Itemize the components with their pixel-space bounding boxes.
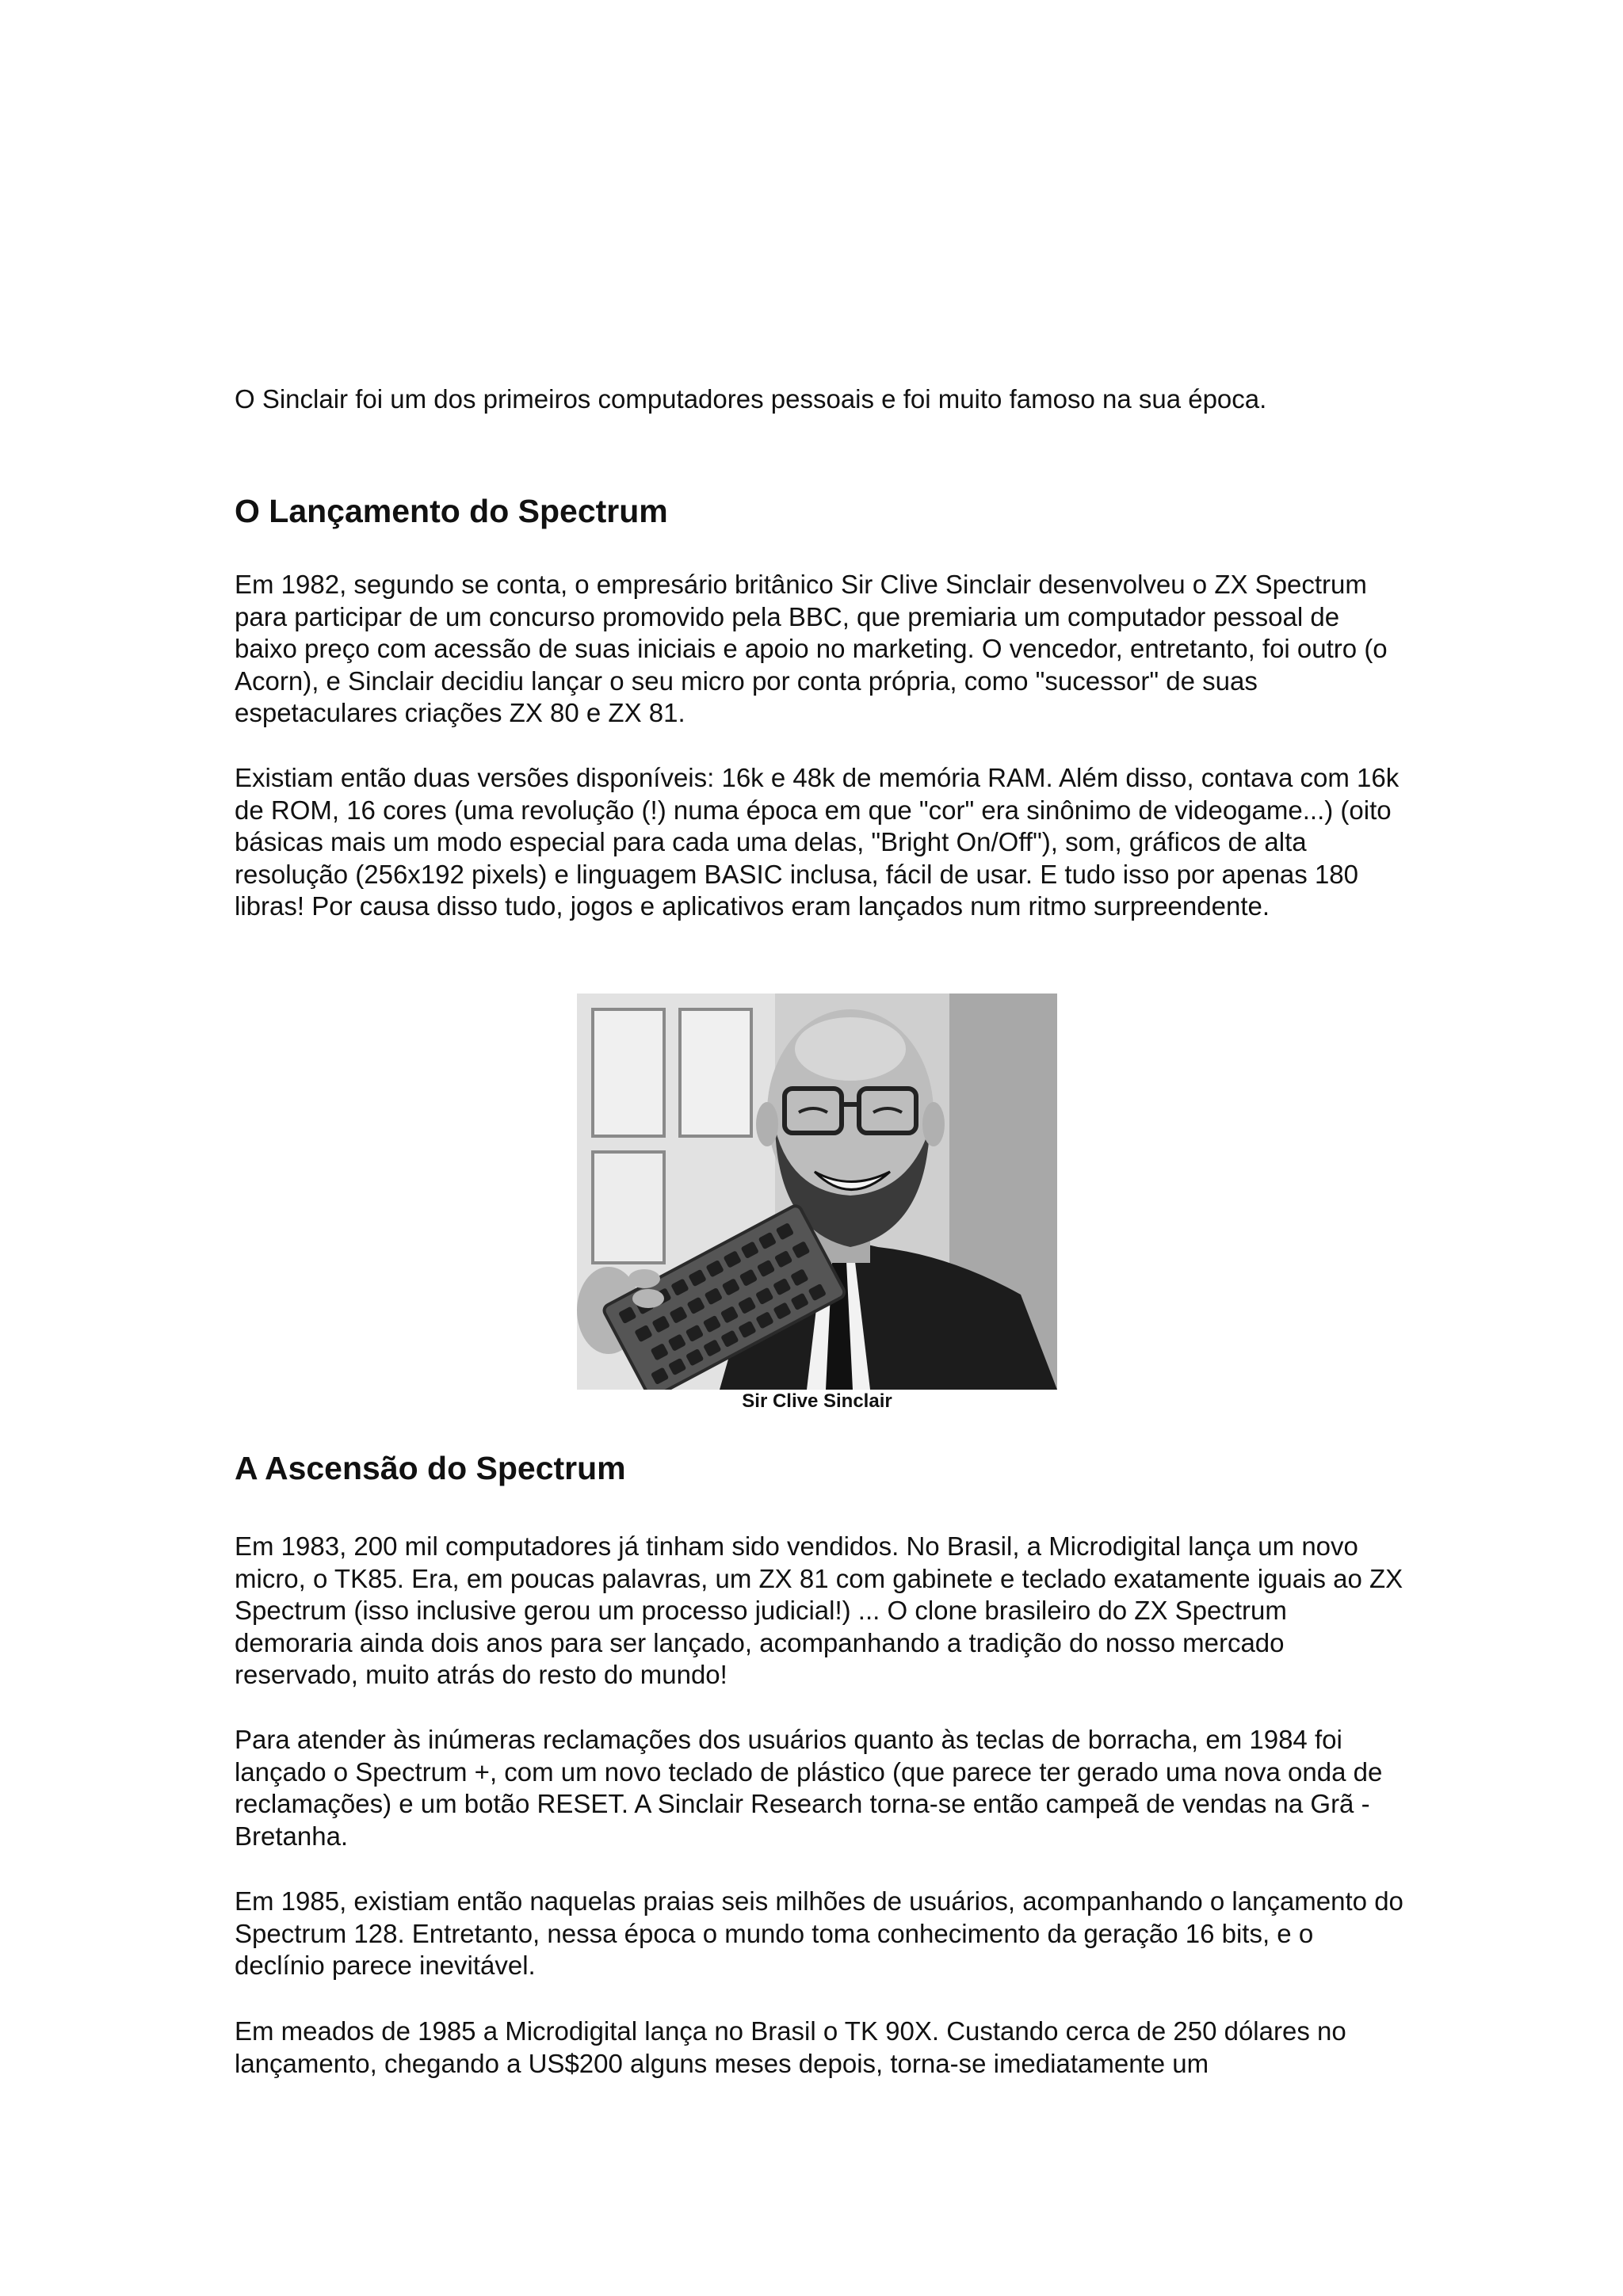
portrait-illustration — [577, 994, 1057, 1390]
photo-sir-clive-sinclair — [577, 994, 1057, 1390]
paragraph: Para atender às inúmeras reclamações dos usuários quanto às teclas de borracha, em 1984 foi lançado o Spectrum +, com um novo teclado de plástico (que parece ter gerado uma nova onda de reclamações) e um botão RESET. A Sinclair Research torna-se então campeã de vendas na Grã - Bretanha. — [235, 1725, 1383, 1851]
photo-caption: Sir Clive Sinclair — [742, 1390, 892, 1412]
paragraph: Em 1983, 200 mil computadores já tinham sido vendidos. No Brasil, a Microdigital lança um novo micro, o TK85. Era, em poucas palavras, um ZX 81 com gabinete e teclado exatamente iguais ao ZX Spectrum (isso inclusive gerou um processo judicial!) ... O clone brasileiro do ZX Spectrum demoraria ainda dois anos para ser lançado, acompanhando a tradição do nosso mercado reservado, muito atrás do resto do mundo! — [235, 1531, 1403, 1689]
section-heading-rise: A Ascensão do Spectrum — [235, 1450, 626, 1486]
paragraph: Em 1985, existiam então naquelas praias seis milhões de usuários, acompanhando o lançamento do Spectrum 128. Entretanto, nessa época o mundo toma conhecimento da geração 16 bits, e o declínio parece inevitável. — [235, 1886, 1403, 1980]
intro-text: O Sinclair foi um dos primeiros computadores pessoais e foi muito famoso na sua época. — [235, 384, 1267, 414]
section-heading-launch: O Lançamento do Spectrum — [235, 493, 668, 529]
paragraph: Em meados de 1985 a Microdigital lança no Brasil o TK 90X. Custando cerca de 250 dólares no lançamento, chegando a US$200 alguns meses depois, torna-se imediatamente um — [235, 2016, 1346, 2078]
paragraph: Em 1982, segundo se conta, o empresário britânico Sir Clive Sinclair desenvolveu o ZX Spectrum para participar de um concurso promovido pela BBC, que premiaria um computador pessoal de baixo preço com acessão de suas iniciais e apoio no marketing. O vencedor, entretanto, foi outro (o Acorn), e Sinclair decidiu lançar o seu micro por conta própria, como "sucessor" de suas espetaculares criações ZX 80 e ZX 81. — [235, 570, 1388, 727]
paragraph: Existiam então duas versões disponíveis: 16k e 48k de memória RAM. Além disso, contava com 16k de ROM, 16 cores (uma revolução (!) numa época em que "cor" era sinônimo de videogame...) (oito básicas mais um modo especial para cada uma delas, "Bright On/Off"), som, gráficos de alta resolução (256x192 pixels) e linguagem BASIC inclusa, fácil de usar. E tudo isso por apenas 180 libras! Por causa disso tudo, jogos e aplicativos eram lançados num ritmo surpreendente. — [235, 763, 1400, 921]
